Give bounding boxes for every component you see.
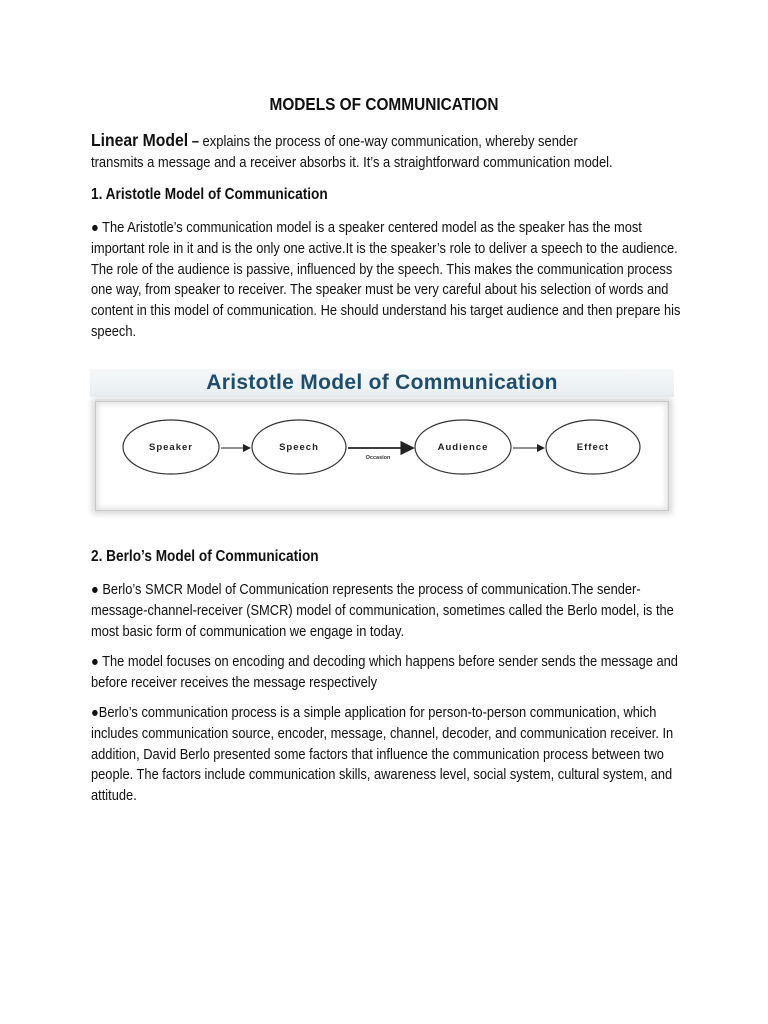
speech-label: Speech [279,442,319,453]
linear-model-intro [91,130,631,174]
linear-model-heading: Linear Model [91,130,189,150]
occasion-label: Occasion [365,455,391,461]
page-title: MODELS OF COMMUNICATION [269,94,499,114]
speaker-label: Speaker [149,442,193,453]
diagram-title: Aristotle Model of Communication [206,371,558,394]
aristotle-diagram [90,369,674,517]
linear-model-text: explains the process of one-way communication, whereby sender transmits a message and a receiver absorbs it. It’s a straightforward communication model. [91,134,613,171]
linear-model-dash: – [188,134,199,150]
aristotle-paragraph: ● The Aristotle’s communication model is a speaker centered model as the speaker has the most important role in it and is the only one active.It is the speaker’s role to deliver a speech to the audience. The role of the audience is passive, influenced by the speech. This makes the communication process one way, from speaker to receiver. The speaker must be very careful about his selection of words and content in this model of communication. He should understand his target audience and then prepare his speech. [91,220,681,340]
aristotle-heading: 1. Aristotle Model of Communication [91,186,328,203]
berlo-heading: 2. Berlo’s Model of Communication [91,548,319,565]
audience-label: Audience [437,442,489,453]
berlo-paragraph-3: ●Berlo’s communication process is a simple application for person-to-person communication, which includes communication source, encoder, message, channel, decoder, and communication receiver. In addition, David Berlo presented some factors that influence the communication process between two people. The factors include communication skills, awareness level, social system, cultural system, and attitude. [91,705,674,805]
effect-label: Effect [576,442,610,453]
berlo-paragraph-2: ● The model focuses on encoding and decoding which happens before sender sends the message and before receiver receives the message respectively [91,654,678,691]
berlo-paragraph-1: ● Berlo’s SMCR Model of Communication represents the process of communication.The sender-message-channel-receiver (SMCR) model of communication, sometimes called the Berlo model, is the most basic form of communication we engage in today. [91,582,674,640]
